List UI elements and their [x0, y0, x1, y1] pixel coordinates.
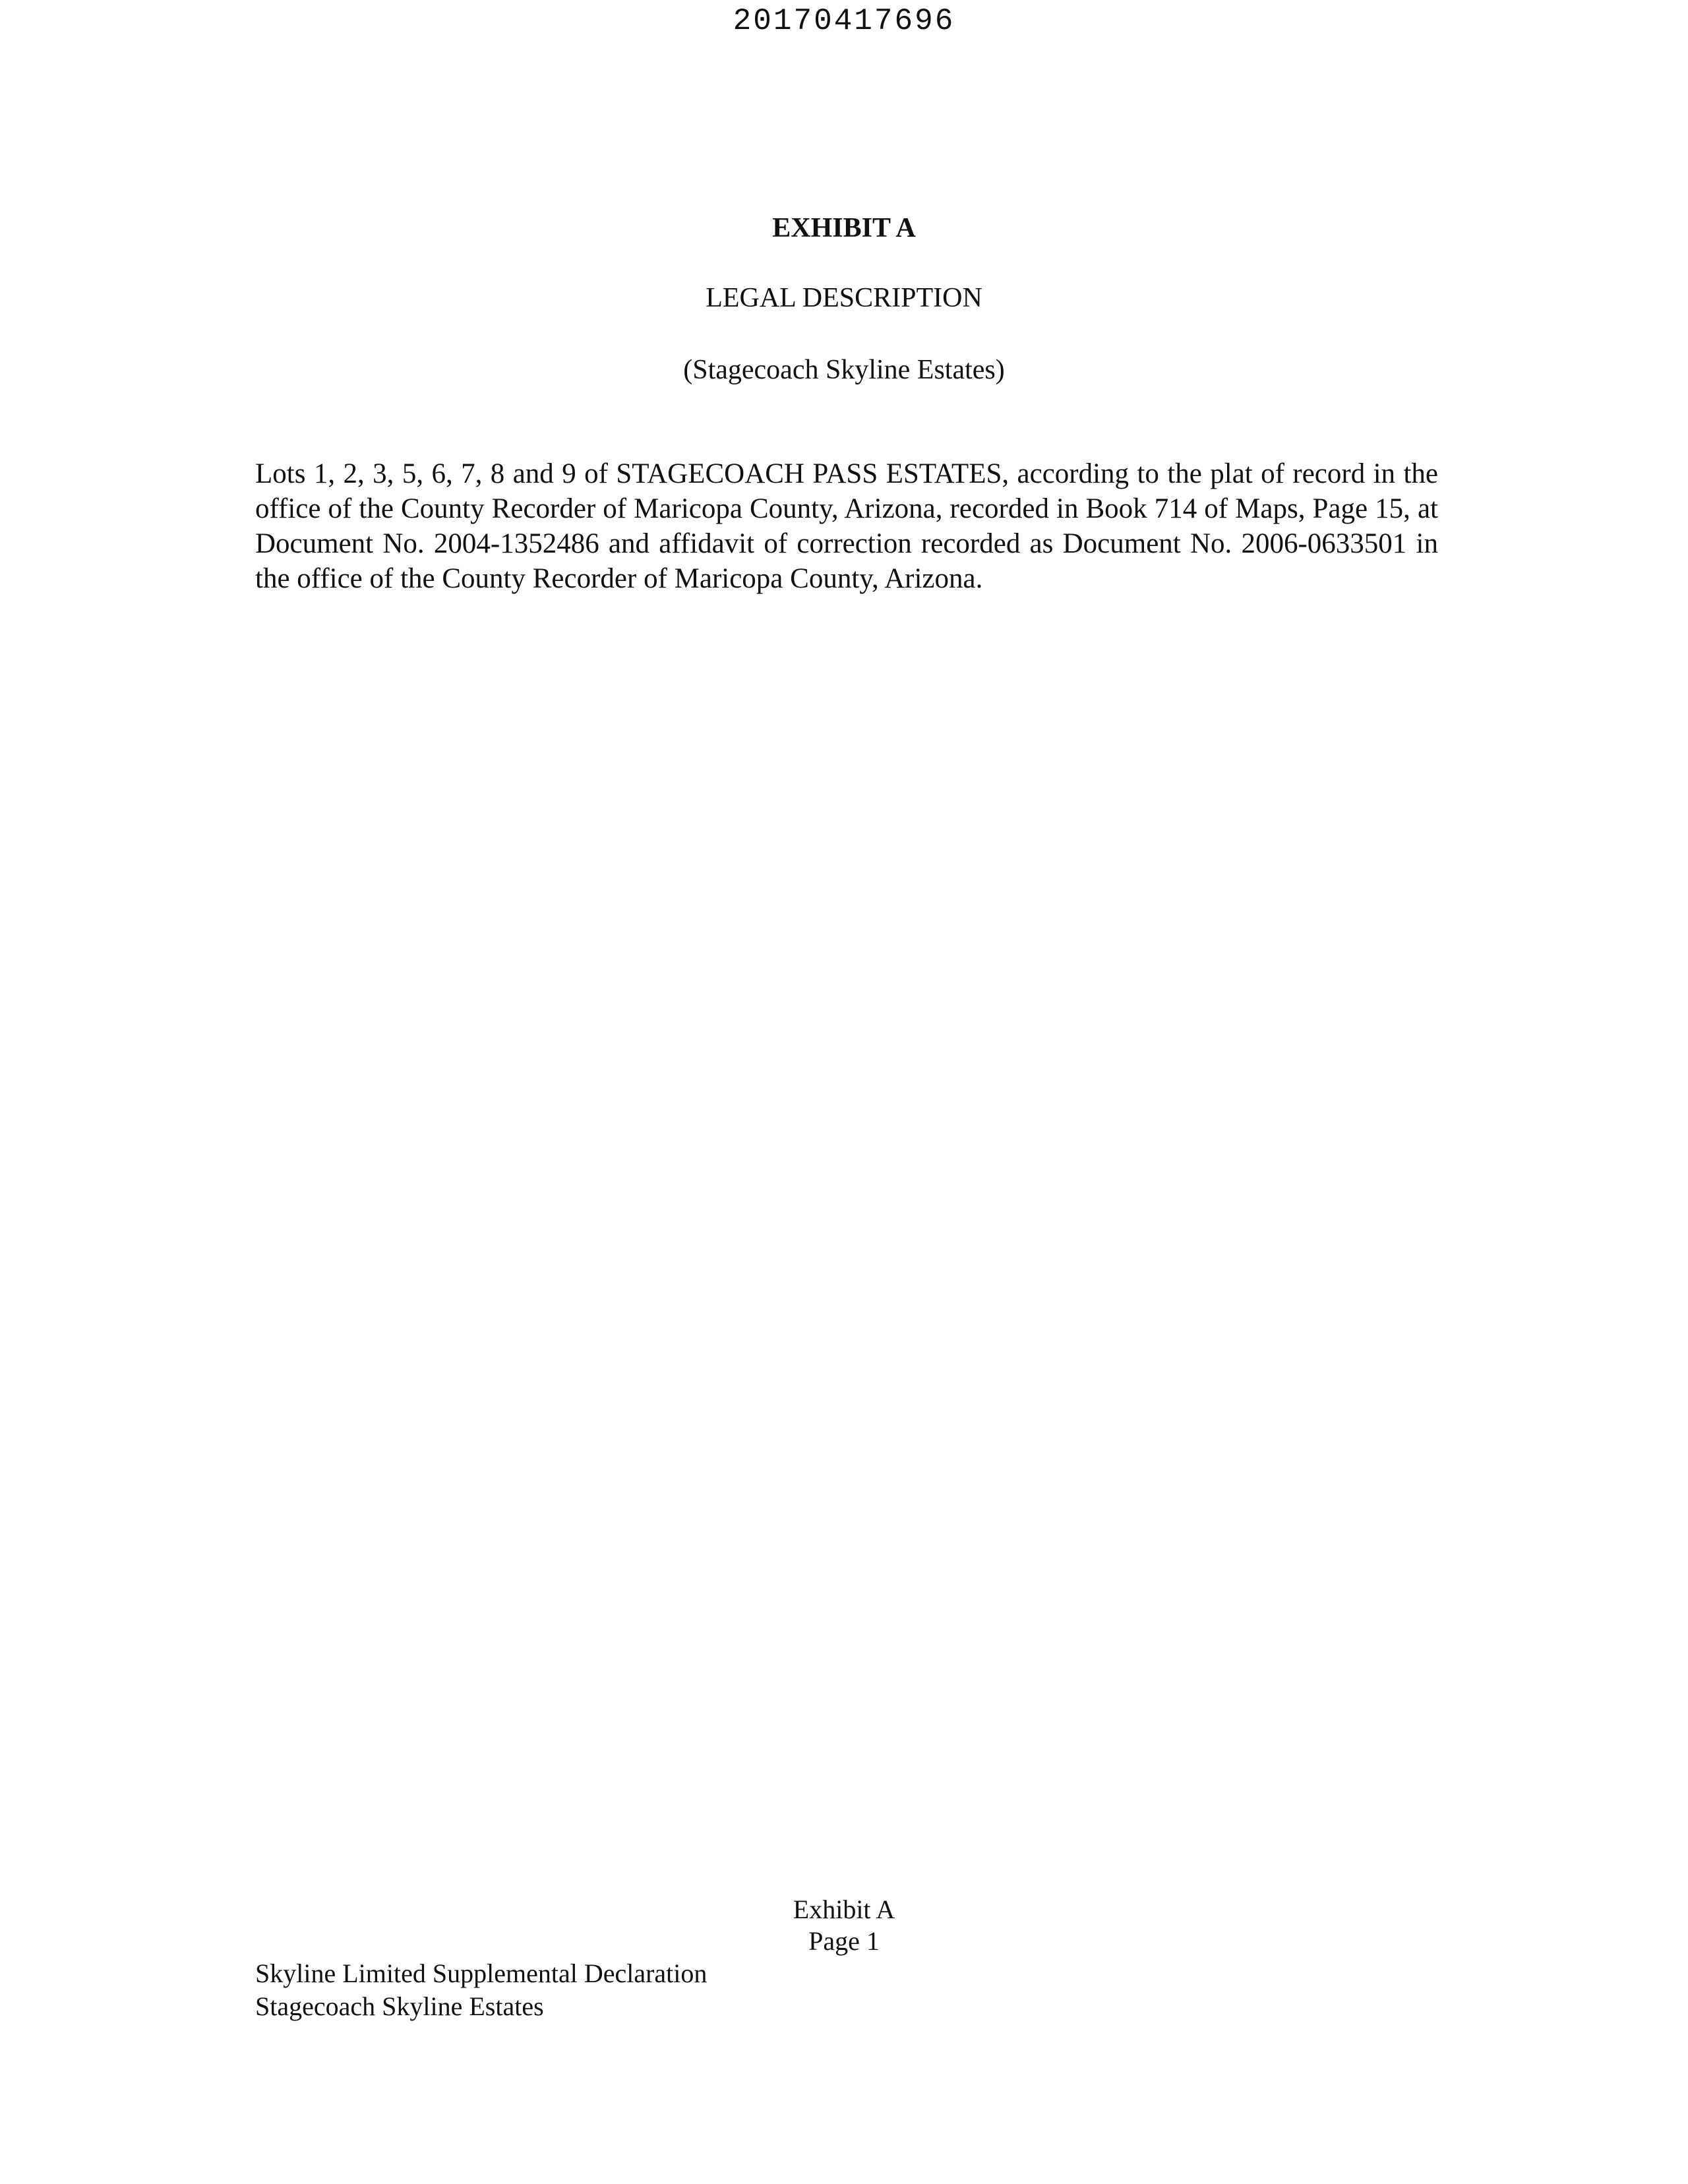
- footer-exhibit-label: Exhibit A: [793, 1895, 895, 1924]
- legal-description-title: LEGAL DESCRIPTION: [706, 283, 982, 313]
- footer-declaration-subtitle: Stagecoach Skyline Estates: [255, 1991, 544, 2021]
- footer-declaration-title: Skyline Limited Supplemental Declaration: [255, 1958, 708, 1988]
- footer-page-number: Page 1: [808, 1926, 880, 1956]
- exhibit-title: EXHIBIT A: [772, 213, 916, 243]
- subdivision-name: (Stagecoach Skyline Estates): [683, 355, 1005, 385]
- footer-exhibit-block: [778, 1894, 910, 1957]
- recording-number: 20170417696: [733, 4, 955, 38]
- legal-description-body: Lots 1, 2, 3, 5, 6, 7, 8 and 9 of STAGECOACH PASS ESTATES, according to the plat of record in the office of the County Recorder of Maricopa County, Arizona, recorded in Book 714 of Maps, Page 15, at Document No. 2004-1352486 and affidavit of correction recorded as Document No. 2006-0633501 in the office of the County Recorder of Maricopa County, Arizona.: [255, 458, 1438, 594]
- footer-declaration-block: [255, 1957, 707, 2023]
